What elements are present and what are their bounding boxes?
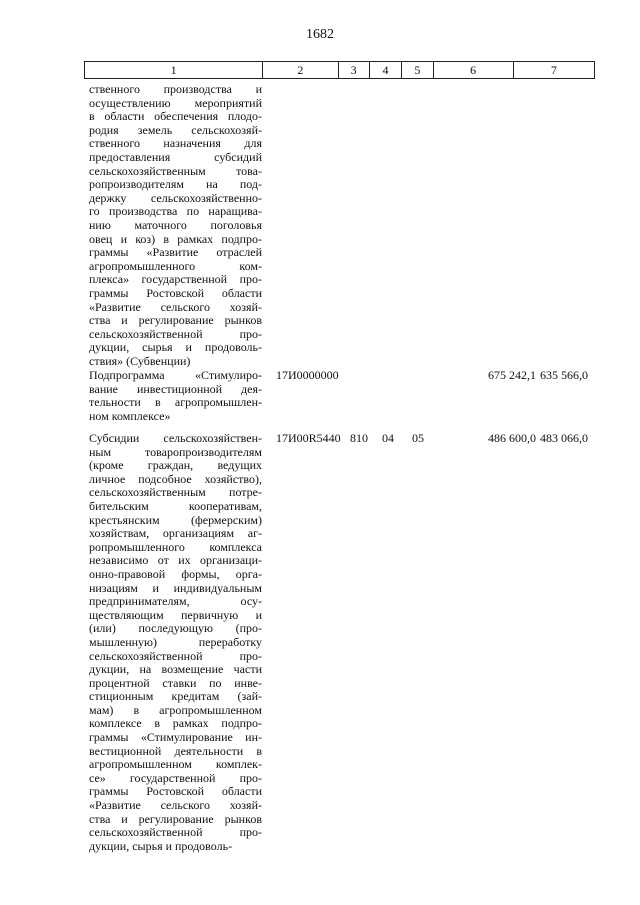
row-3-cell-c3: 810 [350,431,368,445]
column-header-1: 1 [85,62,263,78]
column-header-2: 2 [263,62,338,78]
row-3-cell-c7: 483 066,0 [540,431,588,445]
description-line: хозяйствам, организациям аг- [89,526,262,541]
description-line: ственного назначения для [89,136,262,151]
description-line: граммы «Развитие отраслей [89,245,262,260]
description-line: плекса» государственной про- [89,272,262,287]
description-line: комплексе в рамках подпро- [89,716,262,731]
description-line: ства и регулирование рынков [89,313,262,328]
description-line: овец и коз) в рамках подпро- [89,231,262,246]
description-line: сельскохозяйственным това- [89,163,262,178]
description-line: ства и регулирование рынков [89,811,262,826]
description-line: процентной ставки по инве- [89,675,262,690]
description-line: сельскохозяйственной про- [89,825,262,840]
description-line: дукции, сырья и продоволь- [89,838,233,853]
description-line: дукции, на возмещение части [89,662,262,677]
description-line: ном комплексе» [89,408,171,423]
description-line: ствия» (Субвенции) [89,353,191,368]
column-header-3: 3 [339,62,370,78]
description-line: агропромышленном комплек- [89,757,262,772]
row-3-description [89,432,262,853]
row-3-cell-c5: 05 [412,431,424,445]
description-line: ропроизводителям на под- [89,177,262,192]
description-line: граммы Ростовской области [89,784,262,799]
description-line: родия земель сельскохозяй- [89,122,262,137]
description-line: ным товаропроизводителям [89,444,262,459]
description-line: стиционным кредитам (зай- [89,689,262,704]
description-line: онно-правовой формы, орга- [89,566,262,581]
description-line: вестиционной деятельности в [89,743,262,758]
description-line: низациям и индивидуальным [89,580,262,595]
description-line: ществляющим первичную и [89,607,262,622]
description-line: предпринимателям, осу- [89,594,262,609]
description-line: се» государственной про- [89,770,262,785]
description-line: независимо от их организаци- [89,553,262,568]
column-header-4: 4 [370,62,402,78]
column-header-6: 6 [434,62,514,78]
description-line: бительским кооперативам, [89,498,262,513]
row-2-description [89,369,262,423]
description-line: дукции, сырья и продоволь- [89,340,262,355]
description-line: Подпрограмма «Стимулиро- [89,368,262,382]
description-line: граммы Ростовской области [89,285,262,300]
description-line: ственного производства и [89,82,262,96]
description-line: держку сельскохозяйственно- [89,190,262,205]
column-header-7: 7 [550,63,557,77]
description-line: тельности в агропромышлен- [89,395,262,410]
row-3-cell-c6: 486 600,0 [488,431,536,445]
row-2-cell-code: 17И0000000 [276,368,339,382]
description-line: мышленную) переработку [89,634,262,649]
description-line: осуществлению мероприятий [89,95,262,110]
description-line: агропромышленного ком- [89,258,262,273]
row-1-description [89,83,262,368]
description-line: крестьянским (фермерским) [89,512,262,527]
description-line: предоставления субсидий [89,149,262,164]
description-line: личное подсобное хозяйство), [89,471,262,486]
description-line: «Развитие сельского хозяй- [89,299,262,314]
row-2-cell-c7: 635 566,0 [540,368,588,382]
description-line: (кроме граждан, ведущих [89,458,262,473]
row-3-cell-c4: 04 [382,431,394,445]
description-line: Субсидии сельскохозяйствен- [89,431,262,445]
description-line: нию маточного поголовья [89,217,262,232]
description-line: ропромышленного комплекса [89,539,262,554]
row-3-cell-code: 17И00R5440 [276,431,341,445]
description-line: (или) последующую (про- [89,621,262,636]
description-line: сельскохозяйственным потре- [89,485,262,500]
description-line: го производства по наращива- [89,204,262,219]
description-line: вание инвестиционной дея- [89,381,262,396]
column-header-5: 5 [402,62,433,78]
description-line: мам) в агропромышленном [89,702,262,717]
description-line: сельскохозяйственной про- [89,326,262,341]
page-number: 1682 [306,27,334,42]
row-2-cell-c6: 675 242,1 [488,368,536,382]
table-header-row [84,61,595,79]
description-line: сельскохозяйственной про- [89,648,262,663]
description-line: «Развитие сельского хозяй- [89,798,262,813]
description-line: в области обеспечения плодо- [89,109,262,124]
description-line: граммы «Стимулирование ин- [89,730,262,745]
